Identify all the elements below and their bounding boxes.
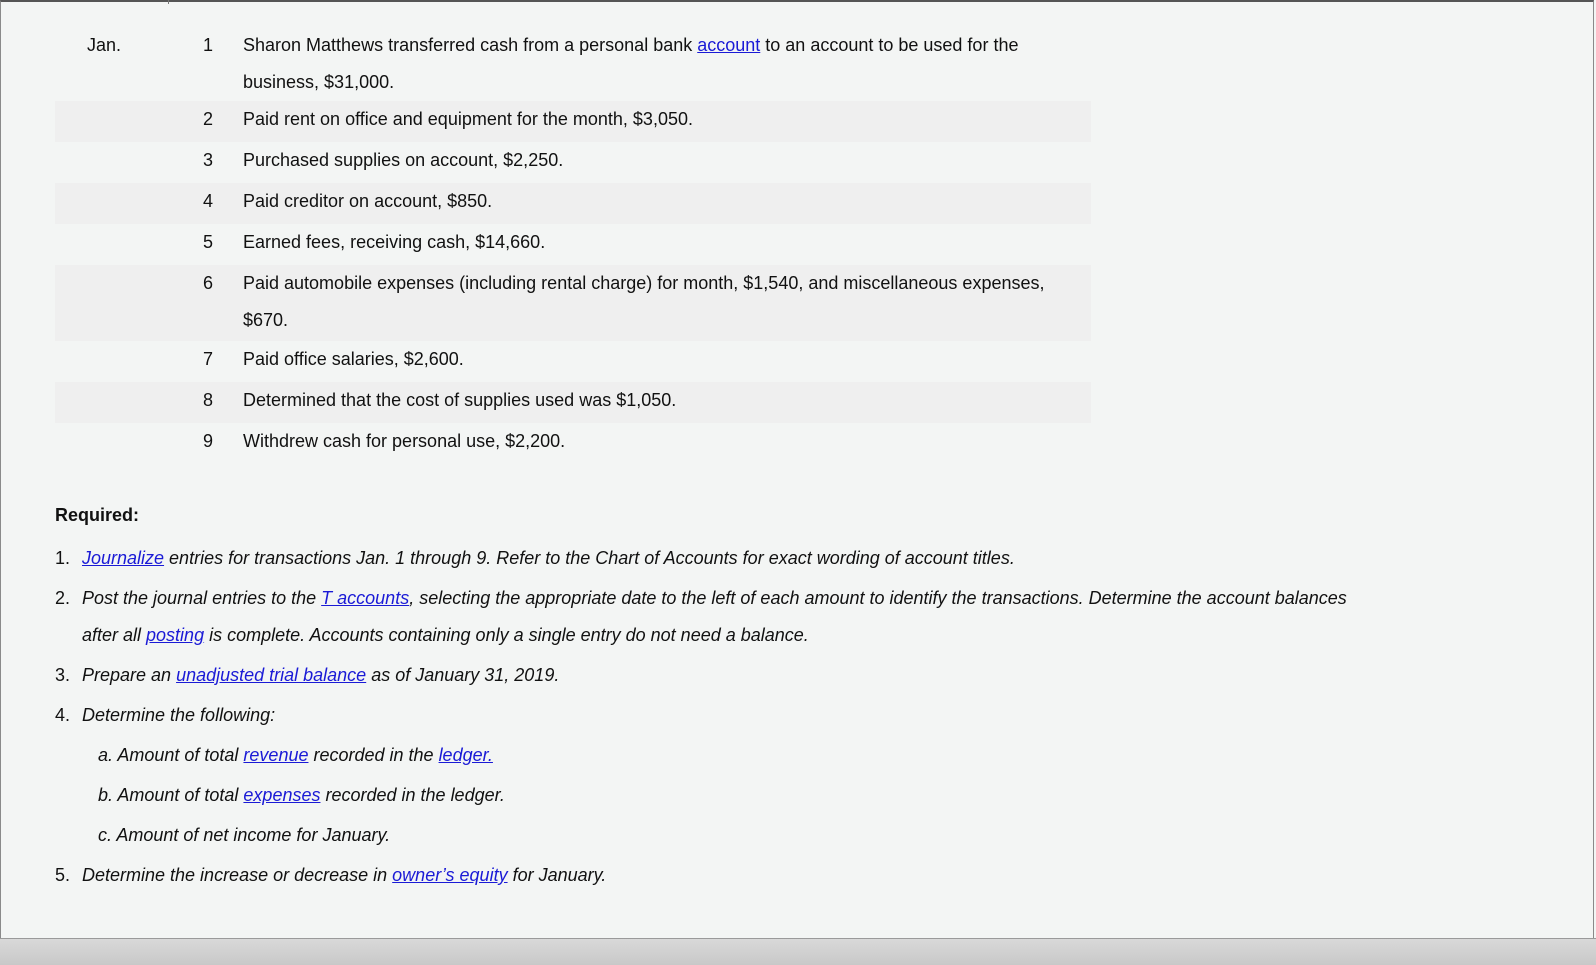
table-row [55, 382, 1091, 423]
table-row [55, 423, 1091, 464]
revenue-link[interactable]: revenue [243, 745, 309, 765]
list-item: 1. Journalize entries for transactions Jan. 1 through 9. Refer to the Chart of Accounts for exact wording of account titles. [55, 548, 1015, 568]
table-row [55, 341, 1091, 382]
list-item: 2. Post the journal entries to the T accounts, selecting the appropriate date to the left of each amount to identify the transactions. Determine the account balances after all posting is complete. Accounts containing only a single entry do not need a balance. [55, 588, 1347, 645]
day-number: 8 [202, 390, 213, 410]
sub-list-item: a. Amount of total revenue recorded in the ledger. [98, 745, 493, 765]
table-row [55, 27, 1091, 101]
day-number: 2 [202, 109, 213, 129]
transactions-table [55, 27, 1091, 464]
transaction-text: Determined that the cost of supplies used was $1,050. [243, 390, 677, 410]
day-number: 3 [202, 150, 213, 170]
transaction-text: Paid creditor on account, $850. [243, 191, 493, 211]
day-number: 6 [202, 273, 213, 293]
sub-list-item: b. Amount of total expenses recorded in the ledger. [98, 785, 505, 805]
unadjusted-trial-balance-link[interactable]: unadjusted trial balance [176, 665, 367, 685]
ledger-link[interactable]: ledger. [438, 745, 493, 765]
table-row [55, 183, 1091, 224]
t-accounts-link[interactable]: T accounts [321, 588, 410, 608]
account-link[interactable]: account [697, 35, 761, 55]
expenses-link[interactable]: expenses [243, 785, 321, 805]
day-number: 1 [202, 35, 213, 55]
transaction-text: Paid office salaries, $2,600. [243, 349, 464, 369]
posting-link[interactable]: posting [146, 625, 205, 645]
transaction-text: Paid rent on office and equipment for the month, $3,050. [243, 109, 693, 129]
day-number: 7 [202, 349, 213, 369]
bottom-bar [0, 938, 1596, 965]
table-row [55, 224, 1091, 265]
transaction-text: Paid automobile expenses (including rental charge) for month, $1,540, and miscellaneous expenses, $670. [243, 273, 1045, 330]
day-number: 9 [202, 431, 213, 451]
list-item: 4. Determine the following: [55, 705, 276, 725]
day-number: 4 [202, 191, 213, 211]
top-divider [168, 0, 169, 4]
owners-equity-link[interactable]: owner’s equity [392, 865, 508, 885]
transaction-text: Earned fees, receiving cash, $14,660. [243, 232, 546, 252]
journalize-link[interactable]: Journalize [82, 548, 165, 568]
list-item: 3. Prepare an unadjusted trial balance as of January 31, 2019. [55, 665, 560, 685]
table-row [55, 265, 1091, 341]
table-row [55, 142, 1091, 183]
required-heading: Required: [55, 505, 140, 525]
transaction-text: Sharon Matthews transferred cash from a personal bank account to an account to be used for the business, $31,000. [243, 35, 1019, 92]
day-number: 5 [202, 232, 213, 252]
month-label: Jan. [87, 35, 122, 55]
table-row [55, 101, 1091, 142]
transaction-text: Withdrew cash for personal use, $2,200. [243, 431, 566, 451]
transaction-text: Purchased supplies on account, $2,250. [243, 150, 564, 170]
sub-list-item: c. Amount of net income for January. [98, 825, 391, 845]
list-item: 5. Determine the increase or decrease in owner’s equity for January. [55, 865, 607, 885]
required-list [55, 540, 1355, 897]
